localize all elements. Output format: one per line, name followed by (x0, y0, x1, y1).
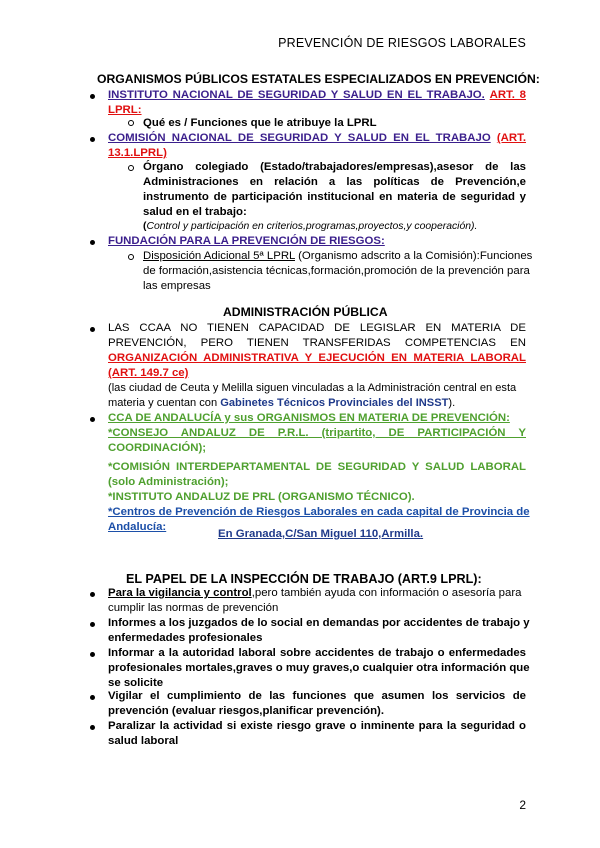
bullet-icon (90, 137, 95, 142)
fundacion-desc-line: las empresas (143, 280, 211, 292)
cnsst-desc-line: salud en el trabajo: (143, 206, 247, 218)
insst-article-ref: ART. 8 (489, 89, 526, 101)
vigilar-line: prevención (evaluar riesgos,planificar prevención). (108, 705, 385, 717)
list-item-paralizar (108, 719, 526, 749)
cnsst-description (143, 160, 526, 235)
section-title-administracion: ADMINISTRACIÓN PÚBLICA (223, 305, 388, 319)
ccaa-competencias: ORGANIZACIÓN ADMINISTRATIVA Y EJECUCIÓN EN MATERIA LABORAL (108, 352, 526, 364)
informar-line: se solicite (108, 677, 164, 689)
insst-name: INSTITUTO NACIONAL DE SEGURIDAD Y SALUD EN EL TRABAJO. (108, 89, 485, 101)
page-header-title: PREVENCIÓN DE RIESGOS LABORALES (278, 36, 526, 50)
andalucia-title: CCA DE ANDALUCÍA y sus ORGANISMOS EN MATERIA DE PREVENCIÓN: (108, 412, 510, 424)
vigilancia-cont: cumplir las normas de prevención (108, 602, 279, 614)
fundacion-desc-line: de formación,asistencia técnicas,formación,promoción de la prevención para (143, 265, 530, 277)
circle-bullet-icon (128, 120, 134, 126)
bullet-icon (90, 327, 95, 332)
bullet-icon (90, 622, 95, 627)
list-item-andalucia (108, 411, 530, 546)
ccaa-line: PREVENCIÓN, PERO TIENEN TRANSFERIDAS COMPETENCIAS EN (108, 337, 526, 349)
ccaa-line: LAS CCAA NO TIENEN CAPACIDAD DE LEGISLAR EN MATERIA DE (108, 322, 526, 334)
consejo-andaluz-cont: COORDINACIÓN); (108, 442, 207, 454)
instituto-andaluz: *INSTITUTO ANDALUZ DE PRL (ORGANISMO TÉCNICO). (108, 491, 415, 503)
list-item-insst (108, 88, 526, 118)
insst-article-ref-cont: LPRL: (108, 104, 142, 116)
comision-interdepartamental: *COMISIÓN INTERDEPARTAMENTAL DE SEGURIDAD Y SALUD LABORAL (108, 461, 526, 473)
insst-sub-item: Qué es / Funciones que le atribuye la LPRL (143, 117, 377, 129)
cnsst-desc-line: instrumento de participación institucional en materia de seguridad y (143, 191, 526, 203)
disposicion-link: Disposición Adicional 5ª LPRL (143, 250, 295, 262)
vigilancia-rest: ,pero también ayuda con información o asesoría para (251, 587, 522, 599)
paralizar-line: Paralizar la actividad si existe riesgo grave o inminente para la seguridad o (108, 720, 526, 732)
fundacion-title: FUNDACIÓN PARA LA PREVENCIÓN DE RIESGOS: (108, 235, 385, 247)
section-title-organismos: ORGANISMOS PÚBLICOS ESTATALES ESPECIALIZADOS EN PREVENCIÓN: (97, 72, 540, 86)
cnsst-article-ref-cont: 13.1.LPRL) (108, 147, 167, 159)
bullet-icon (90, 652, 95, 657)
consejo-andaluz: *CONSEJO ANDALUZ DE P.R.L. (tripartito, DE PARTICIPACIÓN Y (108, 427, 526, 439)
comision-interdepartamental-cont: (solo Administración); (108, 476, 229, 488)
vigilancia-control: Para la vigilancia y control (108, 587, 252, 599)
ccaa-note-pre: materia y cuentan con (108, 397, 218, 409)
informar-line: profesionales mortales,graves o muy graves,o cualquier otra información que (108, 662, 530, 674)
list-item-cnsst (108, 131, 526, 161)
centros-prevencion: *Centros de Prevención de Riesgos Laborales en cada capital de Provincia de (108, 506, 530, 518)
cnsst-note: Control y participación en criterios,programas,proyectos,y cooperación). (146, 221, 478, 232)
bullet-icon (90, 240, 95, 245)
list-item-informar-autoridad (108, 646, 530, 691)
vigilar-line: Vigilar el cumplimiento de las funciones que asumen los servicios de (108, 690, 526, 702)
paralizar-line: salud laboral (108, 735, 179, 747)
bullet-icon (90, 417, 95, 422)
list-item-vigilar-cumplimiento (108, 689, 526, 719)
bullet-icon (90, 695, 95, 700)
centros-prevencion-cont: Andalucía: (108, 521, 167, 533)
informar-line: Informar a la autoridad laboral sobre accidentes de trabajo o enfermedades (108, 647, 526, 659)
fundacion-desc-rest: (Organismo adscrito a la Comisión):Funciones (298, 250, 533, 262)
list-item-informes-juzgados (108, 616, 530, 646)
circle-bullet-icon (128, 165, 134, 171)
gabinetes-tecnicos: Gabinetes Técnicos Provinciales del INSST (220, 397, 449, 409)
ccaa-note-post: ). (448, 397, 456, 409)
granada-address: En Granada,C/San Miguel 110,Armilla. (218, 528, 424, 540)
circle-bullet-icon (128, 254, 134, 260)
paren-open: ( (143, 221, 147, 232)
cnsst-article-ref: (ART. (496, 132, 526, 144)
cnsst-desc-line: Órgano colegiado (Estado/trabajadores/empresas),asesor de las (143, 161, 526, 173)
list-item-vigilancia (108, 586, 526, 616)
bullet-icon (90, 94, 95, 99)
informes-line: enfermedades profesionales (108, 632, 263, 644)
bullet-icon (90, 725, 95, 730)
ccaa-article-ref: (ART. 149.7 ce) (108, 367, 189, 379)
cnsst-name: COMISIÓN NACIONAL DE SEGURIDAD Y SALUD EN EL TRABAJO (108, 132, 491, 144)
cnsst-desc-line: Administraciones en relación a las políticas de Prevención,e (143, 176, 526, 188)
ccaa-note: (las ciudad de Ceuta y Melilla siguen vinculadas a la Administración central en esta (108, 382, 517, 394)
section-title-inspeccion: EL PAPEL DE LA INSPECCIÓN DE TRABAJO (ART.9 LPRL): (126, 572, 482, 586)
page-number: 2 (519, 798, 526, 812)
fundacion-description (143, 249, 533, 294)
bullet-icon (90, 592, 95, 597)
list-item-ccaa (108, 321, 526, 411)
informes-line: Informes a los juzgados de lo social en demandas por accidentes de trabajo y (108, 617, 530, 629)
